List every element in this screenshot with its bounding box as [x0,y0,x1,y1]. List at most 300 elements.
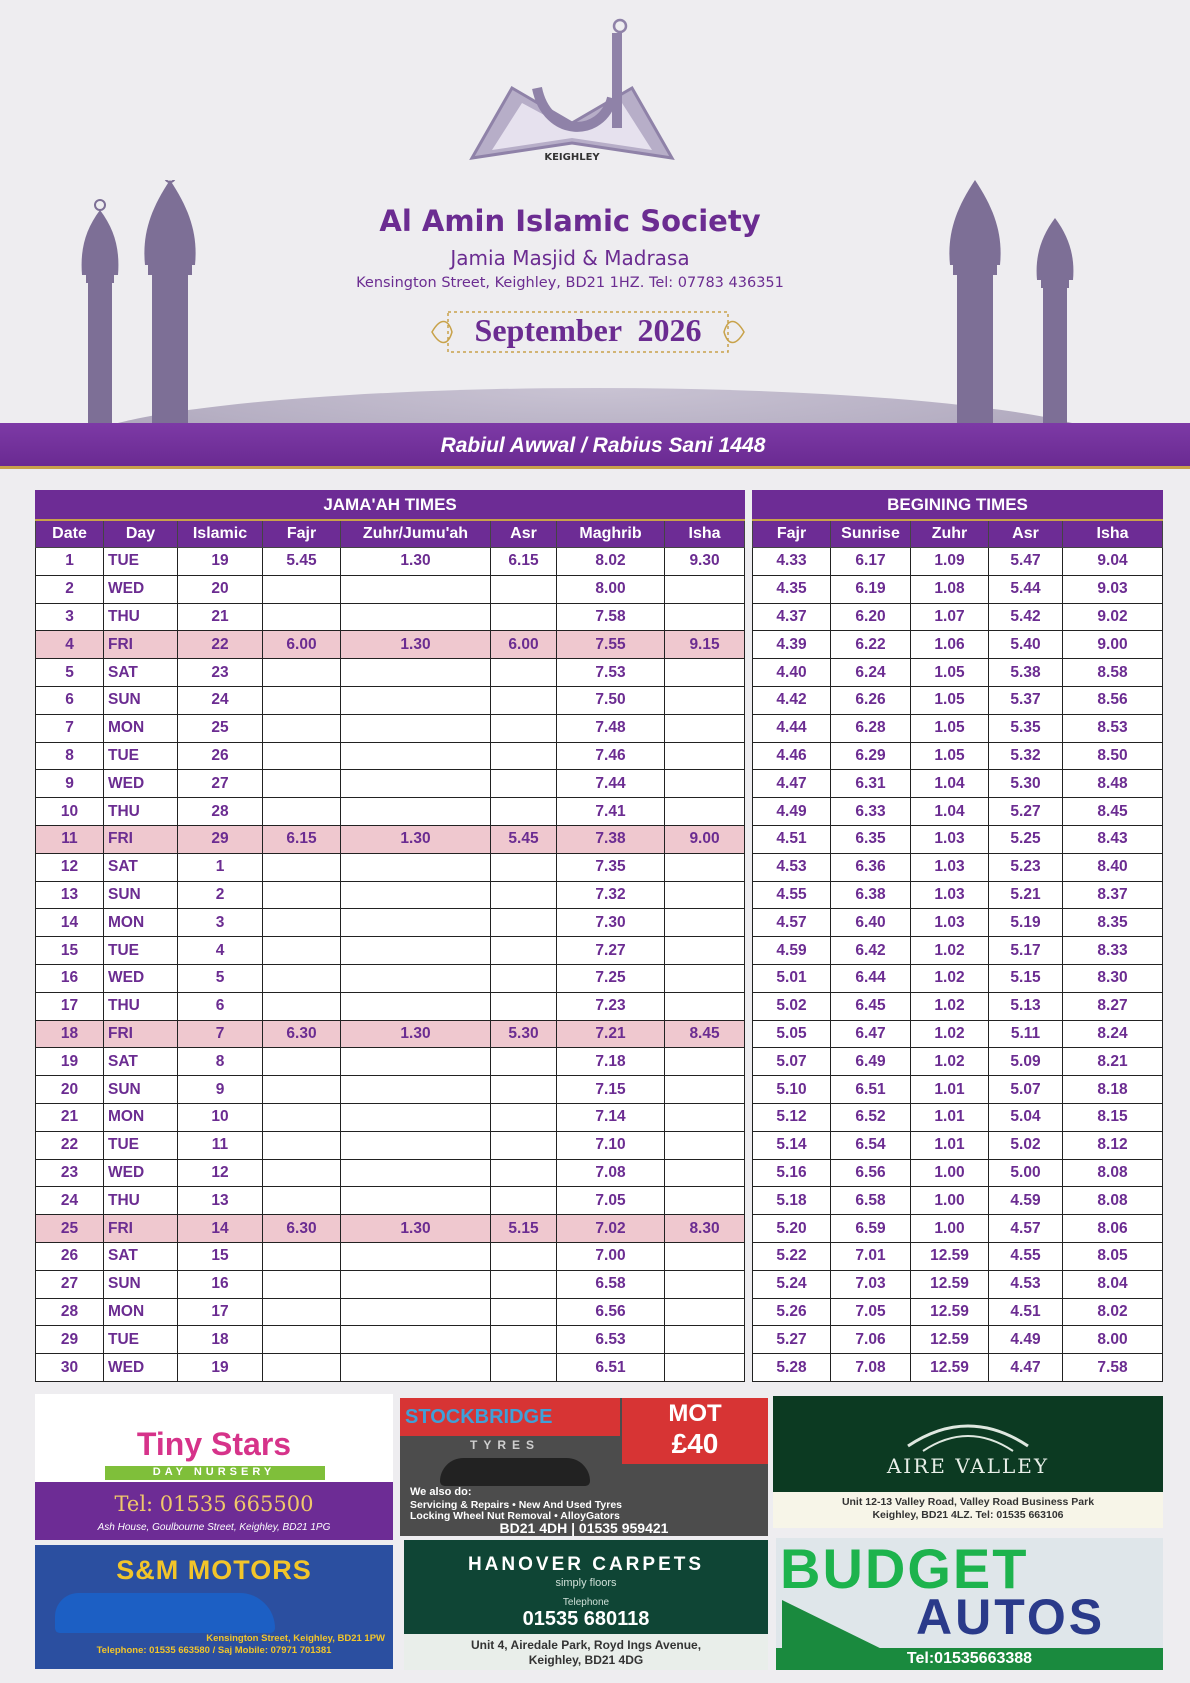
jamah-cell-maghrib: 6.56 [557,1298,665,1326]
tiny-stars-address: Ash House, Goulbourne Street, Keighley, BD21 1PG [97,1522,331,1533]
jamah-cell-day: TUE [104,548,178,576]
begin-cell-isha: 8.58 [1063,659,1163,687]
begin-cell-isha: 9.03 [1063,575,1163,603]
begin-cell-isha: 8.00 [1063,1326,1163,1354]
jamah-cell-fajr: 6.15 [263,825,341,853]
begin-cell-fajr: 4.46 [753,742,831,770]
jamah-cell-day: SUN [104,1270,178,1298]
table-row [753,964,1163,992]
begin-cell-zuhr: 1.02 [911,992,989,1020]
jamah-cell-date: 13 [36,881,104,909]
jamah-cell-date: 6 [36,686,104,714]
stockbridge-sub: TYRES [470,1438,541,1452]
table-row [36,659,745,687]
jamah-cell-day: THU [104,603,178,631]
begin-cell-asr: 5.44 [989,575,1063,603]
jamah-cell-isha [665,575,745,603]
aire-valley-hills-icon [903,1406,1033,1456]
begin-cell-isha: 8.45 [1063,798,1163,826]
begin-cell-zuhr: 1.02 [911,964,989,992]
table-row [753,1354,1163,1382]
jamah-cell-isha [665,1270,745,1298]
jamah-header-fajr: Fajr [263,520,341,548]
table-row [753,548,1163,576]
table-row [753,1020,1163,1048]
table-row [36,1270,745,1298]
table-row [36,1298,745,1326]
tiny-stars-name: Tiny Stars [136,1426,292,1462]
jamah-cell-islamic: 9 [178,1076,263,1104]
jamah-cell-asr [491,937,557,965]
table-row [36,548,745,576]
table-row [36,1159,745,1187]
jamah-cell-isha [665,742,745,770]
jamah-cell-fajr [263,1187,341,1215]
begin-cell-isha: 8.15 [1063,1103,1163,1131]
jamah-cell-date: 14 [36,909,104,937]
table-row [36,1020,745,1048]
begin-cell-asr: 5.40 [989,631,1063,659]
jamah-cell-day: SUN [104,881,178,909]
begin-cell-sunrise: 7.06 [831,1326,911,1354]
jamah-cell-day: FRI [104,1020,178,1048]
begin-cell-zuhr: 1.02 [911,1020,989,1048]
hanover-tel-label: Telephone [562,1597,610,1608]
jamah-cell-zuhr [341,770,491,798]
begin-cell-zuhr: 1.01 [911,1103,989,1131]
begin-cell-fajr: 4.44 [753,714,831,742]
jamah-cell-date: 18 [36,1020,104,1048]
ad-aire-valley [773,1396,1163,1528]
jamah-cell-date: 4 [36,631,104,659]
jamah-cell-zuhr [341,686,491,714]
jamah-cell-day: TUE [104,1326,178,1354]
jamah-cell-islamic: 5 [178,964,263,992]
jamah-cell-zuhr [341,603,491,631]
jamah-cell-asr [491,742,557,770]
jamah-cell-islamic: 29 [178,825,263,853]
budget-name-2: AUTOS [916,1589,1106,1645]
begin-cell-zuhr: 1.05 [911,742,989,770]
jamah-cell-day: SAT [104,659,178,687]
begin-cell-zuhr: 1.03 [911,909,989,937]
aire-valley-address2: Keighley, BD21 4LZ. Tel: 01535 663106 [872,1509,1064,1521]
hanover-name: HANOVER CARPETS [467,1554,705,1575]
jamah-cell-fajr [263,603,341,631]
begin-cell-asr: 4.51 [989,1298,1063,1326]
begin-cell-asr: 5.21 [989,881,1063,909]
jamah-cell-day: TUE [104,742,178,770]
jamah-cell-zuhr [341,1048,491,1076]
ad-sm-motors [35,1545,393,1669]
begin-cell-sunrise: 6.24 [831,659,911,687]
jamah-cell-islamic: 17 [178,1298,263,1326]
jamah-cell-isha: 9.00 [665,825,745,853]
jamah-cell-date: 23 [36,1159,104,1187]
jamah-cell-asr: 6.15 [491,548,557,576]
begin-header-sunrise: Sunrise [831,520,911,548]
begin-cell-fajr: 4.47 [753,770,831,798]
begin-cell-fajr: 5.12 [753,1103,831,1131]
begin-cell-isha: 8.04 [1063,1270,1163,1298]
begin-cell-sunrise: 6.26 [831,686,911,714]
begin-cell-asr: 5.17 [989,937,1063,965]
jamah-cell-islamic: 3 [178,909,263,937]
table-row [36,1048,745,1076]
jamah-cell-islamic: 1 [178,853,263,881]
aire-valley-name: AIRE VALLEY [886,1454,1050,1478]
jamah-cell-islamic: 16 [178,1270,263,1298]
jamah-cell-islamic: 24 [178,686,263,714]
begin-cell-sunrise: 6.42 [831,937,911,965]
car-icon [440,1458,590,1486]
begin-cell-sunrise: 6.49 [831,1048,911,1076]
jamah-cell-islamic: 20 [178,575,263,603]
jamah-cell-date: 20 [36,1076,104,1104]
begin-cell-asr: 5.15 [989,964,1063,992]
begin-cell-sunrise: 6.31 [831,770,911,798]
jamah-times-table [35,490,745,1382]
begin-cell-zuhr: 1.04 [911,770,989,798]
jamah-cell-fajr [263,1242,341,1270]
table-row [36,714,745,742]
begin-cell-asr: 5.37 [989,686,1063,714]
stockbridge-mot: MOT [668,1400,722,1427]
jamah-cell-isha [665,1187,745,1215]
jamah-cell-isha [665,1326,745,1354]
header [0,0,1190,470]
jamah-cell-fajr [263,1298,341,1326]
begin-cell-isha: 8.50 [1063,742,1163,770]
table-row [753,1215,1163,1243]
jamah-cell-asr [491,964,557,992]
begin-cell-asr: 4.55 [989,1242,1063,1270]
begin-cell-zuhr: 1.09 [911,548,989,576]
jamah-cell-day: SAT [104,853,178,881]
begin-cell-isha: 8.43 [1063,825,1163,853]
jamah-cell-asr [491,1242,557,1270]
begin-cell-zuhr: 1.00 [911,1215,989,1243]
jamah-cell-zuhr: 1.30 [341,631,491,659]
begin-cell-asr: 5.23 [989,853,1063,881]
jamah-cell-day: THU [104,798,178,826]
jamah-cell-fajr [263,1326,341,1354]
table-row [753,1076,1163,1104]
begin-cell-isha: 8.05 [1063,1242,1163,1270]
jamah-cell-isha: 9.30 [665,548,745,576]
begin-cell-sunrise: 6.58 [831,1187,911,1215]
hijri-month-title: Rabiul Awwal / Rabius Sani 1448 [440,434,766,457]
jamah-cell-fajr [263,575,341,603]
begin-cell-isha: 9.04 [1063,548,1163,576]
jamah-cell-asr [491,1298,557,1326]
begin-cell-fajr: 5.26 [753,1298,831,1326]
jamah-cell-date: 11 [36,825,104,853]
jamah-cell-islamic: 12 [178,1159,263,1187]
jamah-cell-asr [491,770,557,798]
jamah-cell-zuhr [341,575,491,603]
table-row [753,1187,1163,1215]
begin-cell-zuhr: 1.06 [911,631,989,659]
jamah-cell-zuhr [341,1103,491,1131]
jamah-cell-maghrib: 7.25 [557,964,665,992]
jamah-cell-asr [491,1159,557,1187]
jamah-cell-maghrib: 7.15 [557,1076,665,1104]
jamah-cell-maghrib: 7.30 [557,909,665,937]
begin-cell-asr: 4.49 [989,1326,1063,1354]
table-row [753,825,1163,853]
begin-cell-asr: 5.02 [989,1131,1063,1159]
stockbridge-line3: Locking Wheel Nut Removal • AlloyGators [410,1510,620,1522]
jamah-cell-isha [665,992,745,1020]
table-row [36,964,745,992]
jamah-cell-maghrib: 7.14 [557,1103,665,1131]
jamah-cell-date: 2 [36,575,104,603]
jamah-cell-date: 17 [36,992,104,1020]
begin-cell-sunrise: 6.36 [831,853,911,881]
jamah-cell-maghrib: 7.18 [557,1048,665,1076]
jamah-cell-zuhr [341,659,491,687]
jamah-header-isha: Isha [665,520,745,548]
begin-cell-isha: 9.02 [1063,603,1163,631]
begin-cell-asr: 5.19 [989,909,1063,937]
sm-motors-line2: Telephone: 01535 663580 / Saj Mobile: 07971 701381 [96,1645,332,1656]
table-row [753,937,1163,965]
jamah-cell-fajr [263,1048,341,1076]
jamah-cell-isha [665,937,745,965]
jamah-cell-fajr: 6.30 [263,1020,341,1048]
jamah-cell-isha [665,1048,745,1076]
table-row [753,909,1163,937]
begin-cell-fajr: 4.51 [753,825,831,853]
jamah-cell-maghrib: 7.38 [557,825,665,853]
begin-cell-fajr: 4.35 [753,575,831,603]
jamah-cell-asr [491,603,557,631]
begin-cell-zuhr: 1.03 [911,881,989,909]
jamah-cell-fajr [263,1076,341,1104]
begin-cell-zuhr: 1.05 [911,686,989,714]
jamah-cell-date: 8 [36,742,104,770]
begin-cell-asr: 5.32 [989,742,1063,770]
jamah-cell-fajr [263,659,341,687]
begin-cell-zuhr: 1.02 [911,1048,989,1076]
jamah-cell-date: 12 [36,853,104,881]
table-row [36,853,745,881]
table-row [36,742,745,770]
jamah-cell-maghrib: 7.41 [557,798,665,826]
jamah-cell-maghrib: 7.27 [557,937,665,965]
jamah-cell-day: FRI [104,825,178,853]
table-row [753,686,1163,714]
begin-cell-fajr: 5.28 [753,1354,831,1382]
begin-header-asr: Asr [989,520,1063,548]
hanover-sub: simply floors [555,1577,617,1589]
begin-cell-fajr: 5.18 [753,1187,831,1215]
begin-cell-isha: 8.30 [1063,964,1163,992]
stockbridge-line4: BD21 4DH | 01535 959421 [499,1520,669,1536]
jamah-cell-date: 3 [36,603,104,631]
jamah-cell-maghrib: 7.08 [557,1159,665,1187]
begin-cell-asr: 5.11 [989,1020,1063,1048]
jamah-cell-fajr [263,686,341,714]
table-row [36,631,745,659]
jamah-cell-fajr [263,1131,341,1159]
begin-cell-isha: 8.21 [1063,1048,1163,1076]
jamah-cell-asr [491,1270,557,1298]
tiny-stars-tel: Tel: 01535 665500 [114,1492,314,1516]
ad-hanover-carpets [404,1540,768,1670]
begin-cell-zuhr: 12.59 [911,1326,989,1354]
jamah-cell-asr [491,1354,557,1382]
jamah-cell-day: MON [104,714,178,742]
begin-cell-isha: 8.08 [1063,1159,1163,1187]
jamah-cell-fajr [263,853,341,881]
sm-motors-name: S&M MOTORS [116,1555,312,1585]
budget-name-1: BUDGET [780,1538,1029,1600]
jamah-cell-fajr [263,964,341,992]
stockbridge-line1: We also do: [410,1486,472,1498]
jamah-cell-day: WED [104,575,178,603]
jamah-cell-asr [491,992,557,1020]
tiny-stars-sub: DAY NURSERY [152,1466,276,1478]
table-row [36,825,745,853]
begin-cell-fajr: 5.07 [753,1048,831,1076]
jamah-cell-islamic: 7 [178,1020,263,1048]
begin-cell-asr: 5.25 [989,825,1063,853]
begin-cell-sunrise: 7.08 [831,1354,911,1382]
jamah-cell-fajr [263,881,341,909]
begin-cell-zuhr: 12.59 [911,1242,989,1270]
begin-cell-zuhr: 1.04 [911,798,989,826]
jamah-cell-isha [665,1159,745,1187]
jamah-cell-date: 1 [36,548,104,576]
jamah-cell-day: SAT [104,1242,178,1270]
jamah-section-title: JAMA'AH TIMES [36,491,745,520]
table-row [753,1298,1163,1326]
begin-cell-fajr: 5.22 [753,1242,831,1270]
jamah-cell-asr: 5.30 [491,1020,557,1048]
begin-cell-asr: 5.13 [989,992,1063,1020]
jamah-cell-asr: 5.45 [491,825,557,853]
begin-cell-isha: 8.02 [1063,1298,1163,1326]
budget-arrow-icon [782,1600,892,1654]
jamah-cell-maghrib: 7.55 [557,631,665,659]
jamah-cell-day: THU [104,1187,178,1215]
begin-cell-fajr: 4.33 [753,548,831,576]
begin-cell-isha: 8.48 [1063,770,1163,798]
jamah-cell-zuhr [341,853,491,881]
table-row [753,770,1163,798]
jamah-cell-zuhr [341,1187,491,1215]
begin-cell-isha: 8.06 [1063,1215,1163,1243]
jamah-cell-date: 25 [36,1215,104,1243]
jamah-cell-asr [491,1103,557,1131]
begin-cell-isha: 8.33 [1063,937,1163,965]
ad-tiny-stars [35,1394,393,1540]
table-row [753,853,1163,881]
ad-budget-autos [776,1538,1163,1670]
jamah-header-day: Day [104,520,178,548]
table-row [36,798,745,826]
jamah-cell-isha [665,686,745,714]
jamah-cell-zuhr [341,1159,491,1187]
hanover-tel: 01535 680118 [522,1608,650,1630]
organisation-address: Kensington Street, Keighley, BD21 1HZ. Tel: 07783 436351 [356,275,784,291]
begin-cell-sunrise: 6.35 [831,825,911,853]
begin-cell-zuhr: 1.03 [911,825,989,853]
jamah-cell-date: 5 [36,659,104,687]
jamah-cell-date: 16 [36,964,104,992]
begin-cell-fajr: 5.20 [753,1215,831,1243]
table-row [36,603,745,631]
jamah-cell-zuhr [341,1131,491,1159]
begin-cell-sunrise: 7.01 [831,1242,911,1270]
jamah-cell-islamic: 11 [178,1131,263,1159]
jamah-cell-asr [491,853,557,881]
table-row [753,1048,1163,1076]
jamah-cell-maghrib: 7.02 [557,1215,665,1243]
begin-cell-zuhr: 1.01 [911,1131,989,1159]
jamah-cell-asr [491,659,557,687]
table-row [36,881,745,909]
jamah-cell-date: 24 [36,1187,104,1215]
jamah-cell-isha [665,881,745,909]
jamah-cell-isha [665,659,745,687]
jamah-cell-day: SAT [104,1048,178,1076]
begin-header-fajr: Fajr [753,520,831,548]
begin-cell-isha: 8.37 [1063,881,1163,909]
begin-cell-asr: 4.53 [989,1270,1063,1298]
begin-cell-fajr: 5.27 [753,1326,831,1354]
jamah-cell-maghrib: 6.53 [557,1326,665,1354]
table-row [753,575,1163,603]
begin-cell-sunrise: 6.54 [831,1131,911,1159]
begin-cell-fajr: 5.24 [753,1270,831,1298]
begin-cell-asr: 4.47 [989,1354,1063,1382]
organisation-subtitle: Jamia Masjid & Madrasa [450,246,690,270]
jamah-cell-zuhr: 1.30 [341,548,491,576]
jamah-cell-islamic: 13 [178,1187,263,1215]
begin-cell-fajr: 4.49 [753,798,831,826]
begin-cell-sunrise: 6.17 [831,548,911,576]
begin-cell-sunrise: 6.47 [831,1020,911,1048]
jamah-cell-asr [491,881,557,909]
jamah-cell-fajr [263,1354,341,1382]
jamah-cell-islamic: 19 [178,1354,263,1382]
jamah-cell-islamic: 19 [178,548,263,576]
car-icon [55,1593,275,1633]
jamah-cell-date: 28 [36,1298,104,1326]
jamah-cell-zuhr [341,881,491,909]
table-row [753,659,1163,687]
jamah-cell-date: 27 [36,1270,104,1298]
table-row [36,1326,745,1354]
stockbridge-line2: Servicing & Repairs • New And Used Tyres [410,1499,622,1511]
jamah-cell-day: WED [104,964,178,992]
jamah-cell-islamic: 27 [178,770,263,798]
jamah-cell-islamic: 10 [178,1103,263,1131]
jamah-cell-day: WED [104,1354,178,1382]
begin-cell-asr: 5.42 [989,603,1063,631]
jamah-cell-isha [665,798,745,826]
begin-cell-isha: 7.58 [1063,1354,1163,1382]
jamah-cell-date: 26 [36,1242,104,1270]
jamah-cell-isha: 8.30 [665,1215,745,1243]
jamah-cell-asr [491,1187,557,1215]
table-row [753,631,1163,659]
begin-cell-fajr: 4.53 [753,853,831,881]
jamah-cell-zuhr [341,1326,491,1354]
